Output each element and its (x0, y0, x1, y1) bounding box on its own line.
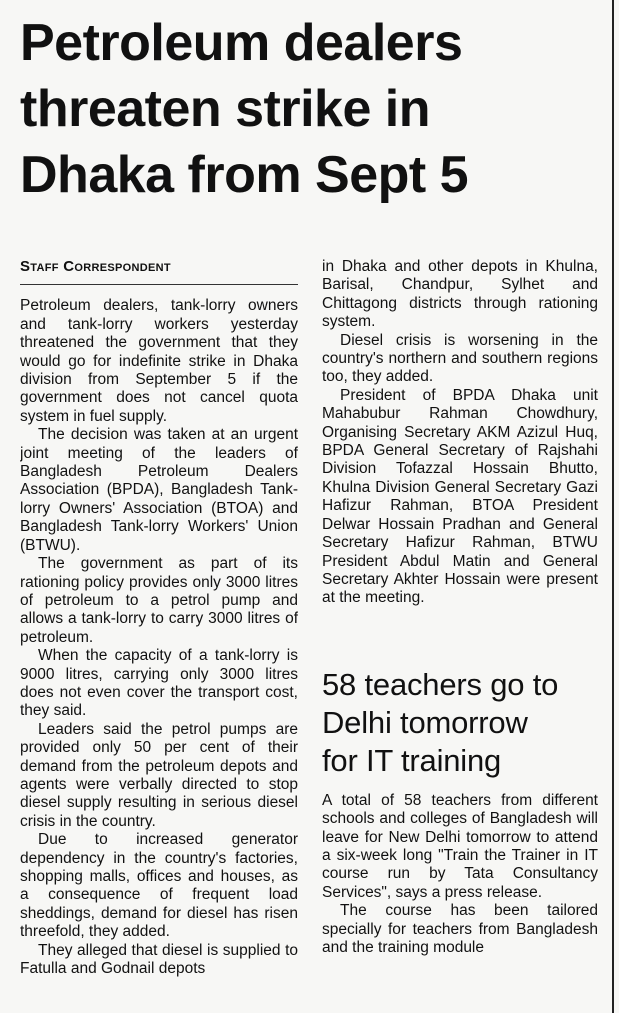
article2-paragraph: The course has been tailored specially for teachers from Bangladesh and the training module (322, 902, 598, 956)
article2-headline-line: for IT training (322, 742, 502, 778)
article1-paragraph: Petroleum dealers, tank-lorry owners and tank-lorry workers yesterday threatened the government that they would go for indefinite strike in Dhaka division from September 5 if the government does not cancel quota system in fuel supply. (20, 297, 298, 425)
headline-line: threaten strike in (20, 80, 431, 138)
article1-paragraph: They alleged that diesel is supplied to Fatulla and Godnail depots (20, 941, 298, 978)
article1-left-column (20, 258, 298, 1013)
article1-right-column (322, 258, 598, 1013)
article1-paragraph: The decision was taken at an urgent joint meeting of the leaders of Bangladesh Petroleum Dealers Association (BPDA), Bangladesh Tank-lorry Owners' Association (BTOA) and Bangladesh Tank-lorry Workers' Union (BTWU). (20, 426, 298, 554)
article2-paragraph: A total of 58 teachers from different schools and colleges of Bangladesh will leave for New Delhi tomorrow to attend a six-week long "Train the Trainer in IT course run by Tata Consultancy Services", says a press release. (322, 791, 598, 901)
column-rule (612, 0, 614, 1013)
article2-headline-line: 58 teachers go to (322, 666, 559, 702)
byline: Staff Correspondent (20, 258, 171, 275)
headline (20, 10, 590, 208)
article1-paragraph: Due to increased generator dependency in the country's factories, shopping malls, offices and houses, as a consequence of frequent load sheddings, demand for diesel has risen threefold, they added. (20, 831, 298, 941)
article1-paragraph: When the capacity of a tank-lorry is 9000 litres, carrying only 3000 litres does not even cover the transport cost, they said. (20, 647, 298, 720)
article2-headline (322, 666, 598, 780)
headline-line: Petroleum dealers (20, 14, 463, 72)
article1-paragraph: Leaders said the petrol pumps are provided only 50 per cent of their demand from the petroleum depots and agents were verbally directed to stop diesel supply resulting in serious diesel crisis in the country. (20, 720, 298, 830)
article1-paragraph: President of BPDA Dhaka unit Mahabubur Rahman Chowdhury, Organising Secretary AKM Azizul Huq, BPDA General Secretary of Rajshahi Division Tofazzal Hossain Bhutto, Khulna Division General Secretary Gazi Hafizur Rahman, BTOA President Delwar Hossain Pradhan and General Secretary Hafizur Rahman, BTWU President Abdul Matin and General Secretary Akhter Hossain were present at the meeting. (322, 386, 598, 607)
article1-paragraph: in Dhaka and other depots in Khulna, Barisal, Chandpur, Sylhet and Chittagong districts through rationing system. (322, 258, 598, 331)
article1-paragraph: Diesel crisis is worsening in the country's northern and southern regions too, they added. (322, 331, 598, 386)
article2-headline-line: Delhi tomorrow (322, 704, 528, 740)
byline-rule (20, 284, 298, 285)
headline-line: Dhaka from Sept 5 (20, 146, 469, 204)
article1-paragraph: The government as part of its rationing policy provides only 3000 litres of petroleum to a petrol pump and allows a tank-lorry to carry 3000 litres of petroleum. (20, 555, 298, 646)
